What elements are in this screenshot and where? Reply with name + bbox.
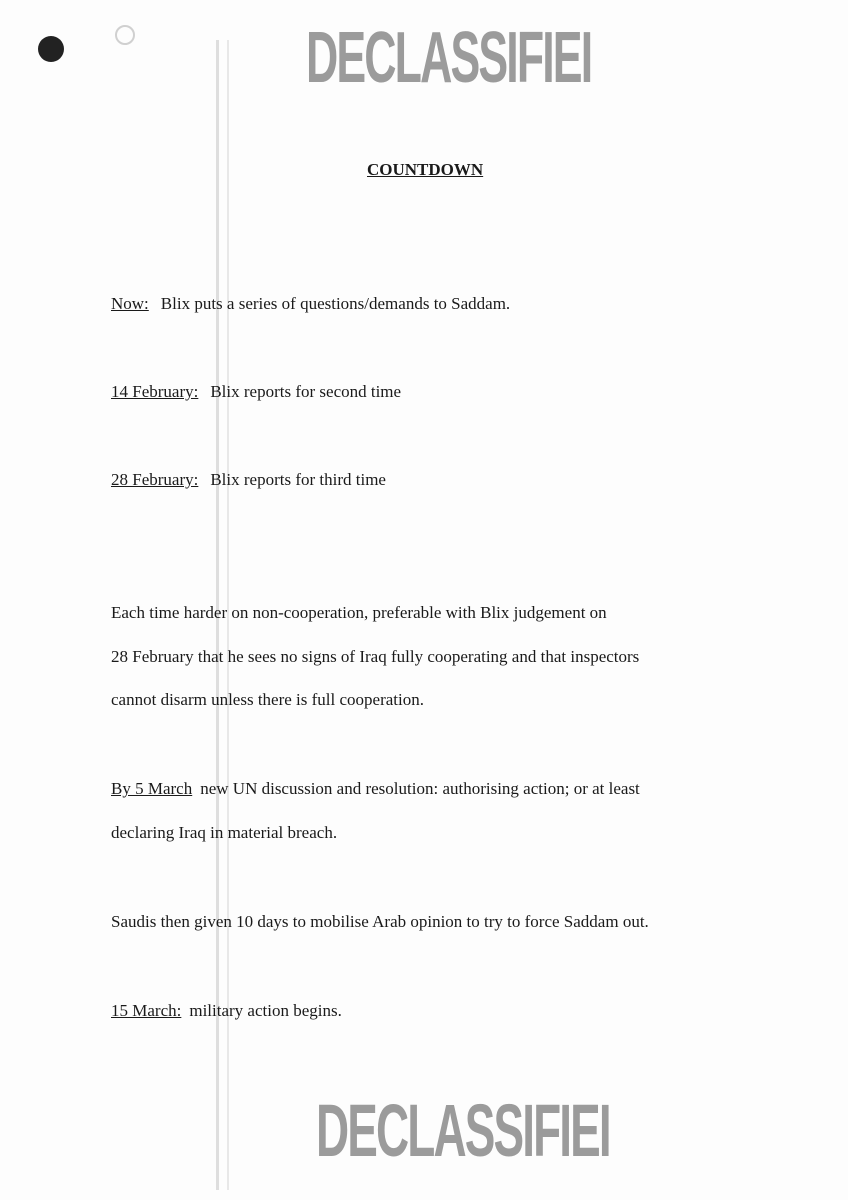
paragraph-line: cannot disarm unless there is full cooperation. (111, 690, 424, 709)
entry-5-march (111, 779, 640, 799)
entry-text: military action begins. (189, 1001, 342, 1020)
entry-label: Now: (111, 294, 149, 313)
entry-now (111, 294, 510, 314)
entry-15-march (111, 1001, 342, 1021)
entry-label: 28 February: (111, 470, 199, 489)
entry-label: 15 March: (111, 1001, 182, 1020)
punch-hole-mark (38, 36, 64, 62)
entry-14-february (111, 382, 401, 402)
entry-label: 14 February: (111, 382, 199, 401)
entry-text: Blix puts a series of questions/demands to Saddam. (160, 294, 511, 313)
saudis-line: Saudis then given 10 days to mobilise Arab opinion to try to force Saddam out. (111, 912, 649, 931)
entry-text: new UN discussion and resolution: authorising action; or at least (200, 779, 640, 798)
entry-label: By 5 March (111, 779, 193, 798)
punch-hole-ring-mark (115, 25, 135, 45)
entry-28-february (111, 470, 386, 490)
declassified-stamp-top: DECLASSIFIEI (306, 18, 592, 98)
document-title: COUNTDOWN (367, 160, 484, 179)
entry-text: Blix reports for second time (210, 382, 402, 401)
declassified-stamp-bottom: DECLASSIFIEI (316, 1089, 610, 1172)
paragraph-line: 28 February that he sees no signs of Iraq fully cooperating and that inspectors (111, 647, 640, 666)
paragraph-line: Each time harder on non-cooperation, preferable with Blix judgement on (111, 603, 607, 622)
entry-text: Blix reports for third time (210, 470, 386, 489)
entry-5-march-continued: declaring Iraq in material breach. (111, 823, 338, 842)
